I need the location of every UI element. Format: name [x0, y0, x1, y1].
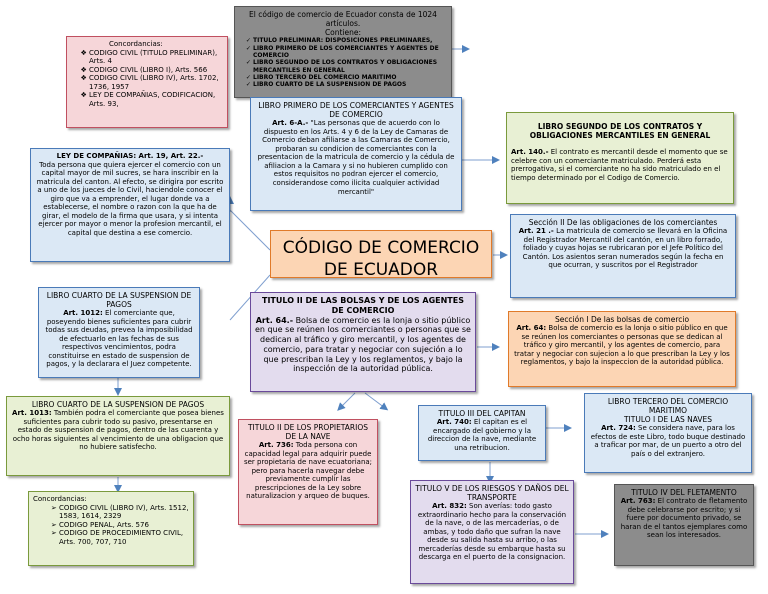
concordancias-bottom-list	[33, 504, 189, 547]
libro-cuarto-2-node	[6, 396, 230, 476]
concordancias-top-node	[66, 36, 228, 128]
titulo-ii-propietarios-body	[243, 441, 373, 501]
libro-primero-art: Art. 6-A.-	[272, 119, 309, 128]
intro-item: ✓ LIBRO CUARTO DE LA SUSPENSION DE PAGOS	[253, 81, 447, 88]
seccion-ii-title: Sección II De las obligaciones de los comerciantes	[528, 218, 718, 227]
titulo-iv-fletamento-text: El contrato de fletamento debe celebrarse por escrito; y si fuere por documento privado, se haran de el tantos ejemplares como sean los interesados.	[620, 497, 748, 540]
concordancias-top-title: Concordancias:	[109, 40, 163, 48]
titulo-v-riesgos-body	[415, 502, 569, 562]
concordancias-bottom-title: Concordancias:	[33, 495, 87, 503]
titulo-ii-bolsas-node	[250, 292, 476, 392]
ley-companias-title: LEY DE COMPAÑIAS: Art. 19, Art. 22.-	[56, 152, 204, 160]
titulo-ii-bolsas-title: TITULO II DE LAS BOLSAS Y DE LOS AGENTES DE COMERCIO	[262, 296, 464, 315]
concordancias-item: ➢ CODIGO CIVIL (LIBRO IV), Arts. 1512, 1583, 1614, 2329	[59, 504, 189, 521]
libro-cuarto-2-art: Art. 1013:	[12, 409, 52, 418]
seccion-i-title: Sección I De las bolsas de comercio	[554, 315, 690, 324]
intro-list	[239, 37, 447, 88]
titulo-iii-capitan-body	[423, 418, 541, 452]
central-title: CÓDIGO DE COMERCIO DE ECUADOR	[282, 238, 480, 278]
intro-node	[234, 6, 452, 98]
seccion-ii-art: Art. 21 .-	[518, 227, 554, 236]
libro-cuarto-1-title: LIBRO CUARTO DE LA SUSPENSION DE PAGOS	[46, 291, 192, 310]
libro-segundo-node	[506, 112, 734, 204]
titulo-iv-fletamento-node	[614, 484, 754, 566]
concordancias-item: ➢ CODIGO PENAL, Arts. 576	[59, 521, 189, 530]
libro-tercero-art: Art. 724:	[601, 424, 636, 433]
libro-cuarto-2-text: También podra el comerciante que posea bienes suficientes para cubrir todo su pasivo, presentarse en estado de suspension de pagos, dentro de las cuarenta y ocho horas siguientes al vencimiento de una obligacion que no hubiere satisfecho.	[12, 409, 224, 452]
libro-segundo-text: El contrato es mercantil desde el momento que se celebre con un comerciante matriculado. Perderá esta prerrogativa, si el comerciante no ha sido matriculado en el tiempo determinado por el Codigo de Comercio.	[511, 148, 728, 182]
titulo-v-riesgos-text: Son averías: todo gasto extraordinario hecho para la conservación de la nave, o de las mercaderías, o de ambas, y todo daño que sufran la nave desde su salida hasta su arribo, o las mercaderías desde su embarque hasta su descarga en el puerto de la consignacion.	[417, 502, 567, 562]
titulo-iii-capitan-node	[418, 405, 546, 461]
intro-title: El código de comercio de Ecuador consta de 1024 artículos.	[249, 10, 437, 29]
titulo-v-riesgos-title: TITULO V DE LOS RIESGOS Y DAÑOS DEL TRANSPORTE	[415, 484, 569, 503]
concordancias-top-list	[71, 49, 223, 109]
arrow-bolsas-down-right	[365, 393, 385, 408]
intro-item: ✓ LIBRO PRIMERO DE LOS COMERCIANTES Y AGENTES DE COMERCIO	[253, 45, 447, 60]
arrow-ley-companias	[230, 210, 270, 250]
concordancias-item: ❖ CODIGO CIVIL (LIBRO IV), Arts. 1702, 1736, 1957	[89, 74, 223, 91]
titulo-v-riesgos-node	[410, 480, 574, 584]
seccion-ii-body	[515, 227, 731, 270]
seccion-i-node	[508, 311, 736, 387]
libro-cuarto-2-title: LIBRO CUARTO DE LA SUSPENSION DE PAGOS	[31, 400, 205, 409]
titulo-iv-fletamento-art: Art. 763:	[620, 497, 656, 506]
libro-primero-body	[255, 119, 457, 196]
intro-item: ✓ LIBRO SEGUNDO DE LOS CONTRATOS Y OBLIGACIONES MERCANTILES EN GENERAL	[253, 59, 447, 74]
libro-tercero-text: Se considera nave, para los efectos de este Libro, todo buque destinado a traficar por mar, de un puerto a otro del país o del extranjero.	[590, 424, 746, 459]
ley-companias-text: Toda persona que quiera ejercer el comercio con un capital mayor de mil sucres, se hara inscribir en la matricula del canton. Al efecto, se dirigira por escrito a uno de los jueces de lo Civil, haciendole conocer el giro que va a emprender, el lugar donde va a establecerse, el nombre o razon con la que ha de girar, el modelo de la firma que usara, y si intenta ejercer por mayor o menor la profesion mercantil, el capital que destina a ese comercio.	[36, 160, 224, 237]
libro-tercero-title: LIBRO TERCERO DEL COMERCIO MARITIMO	[607, 397, 729, 416]
concordancias-item: ❖ LEY DE COMPAÑIAS, CODIFICACION, Arts. 93,	[89, 91, 223, 108]
libro-cuarto-1-art: Art. 1012:	[63, 309, 103, 318]
titulo-iv-fletamento-title: TITULO IV DEL FLETAMENTO	[631, 488, 737, 497]
titulo-v-riesgos-art: Art. 832:	[432, 502, 467, 511]
seccion-i-text: Bolsa de comercio es la lonja o sitio público en que se reúnen los comerciantes o personas que se dedican al tráfico y giro mercantil, y los agentes de comercio, para tratar y negociar con sujecion a lo que prescriban la Ley y los reglamentos, y bajo la inspeccion de la autoridad pública.	[514, 324, 730, 367]
titulo-iii-capitan-text: El capitan es el encargado del gobierno y la direccion de la nave, mediante una retribucion.	[427, 418, 537, 452]
titulo-ii-propietarios-title: TITULO II DE LOS PROPIETARIOS DE LA NAVE	[247, 423, 369, 442]
libro-tercero-node	[584, 393, 752, 473]
intro-item: ✓ TITULO PRELIMINAR: DISPOSICIONES PRELIMINARES,	[253, 37, 447, 44]
concordancias-bottom-node	[28, 491, 194, 566]
libro-cuarto-1-body	[43, 309, 195, 369]
libro-cuarto-2-body	[11, 409, 225, 452]
central-title-node	[270, 230, 492, 278]
libro-segundo-body	[511, 148, 729, 182]
libro-cuarto-1-text: El comerciante que, poseyendo bienes suficientes para cubrir todas sus deudas, prevea la imposibilidad de efectuarlo en las fechas de sus respectivos vencimientos, podra constituirse en estado de suspension de pagos, y la declarara el Juez competente.	[45, 309, 193, 369]
titulo-ii-bolsas-text: Bolsa de comercio es la lonja o sitio público en que se reúnen los comerciantes o personas que se dedican al tráfico y giro mercantil, y los agentes de comercio, para tratar y negociar con sujeción a lo que prescriban la Ley y los reglamentos, y bajo la inspección de la autoridad pública.	[255, 315, 471, 374]
libro-segundo-title: LIBRO SEGUNDO DE LOS CONTRATOS Y OBLIGACIONES MERCANTILES EN GENERAL	[529, 122, 711, 141]
seccion-ii-text: La matricula de comercio se llevará en la Oficina del Registrador Mercantil del cantón, en un libro forrado, foliado y cuyas hojas se rubricaran por el Jefe Político del Cantón. Los asientos seran numerados según la fecha en que ocurran, y suscritos por el Registrador	[522, 227, 728, 270]
seccion-ii-node	[510, 214, 736, 298]
concordancias-item: ➢ CODIGO DE PROCEDIMIENTO CIVIL, Arts. 700, 707, 710	[59, 529, 189, 546]
libro-segundo-art: Art. 140.-	[511, 148, 549, 157]
libro-primero-text: "Las personas que de acuerdo con lo dispuesto en los Arts. 4 y 6 de la Ley de Camaras de Comercio deban afiliarse a las Camaras de Comercio, probaran su condicion de comerciantes con la presentacion de la matricula de comercio y la cédula de afiliacion a la Camara y si no hubieren cumplido con estos requisitos no podran ejercer el comercio, considerandose como ilicita cualquier actividad mercantil"	[257, 119, 455, 196]
titulo-ii-propietarios-node	[238, 419, 378, 525]
intro-subtitle: Contiene:	[324, 28, 362, 38]
seccion-i-art: Art. 64:	[516, 324, 547, 333]
libro-primero-title: LIBRO PRIMERO DE LOS COMERCIANTES Y AGENTES DE COMERCIO	[258, 101, 454, 120]
titulo-iv-fletamento-body	[619, 497, 749, 540]
concordancias-item: ❖ CODIGO CIVIL (LIBRO I), Arts. 566	[89, 66, 223, 75]
libro-cuarto-1-node	[38, 287, 200, 378]
titulo-iii-capitan-title: TITULO III DEL CAPITAN	[438, 409, 526, 418]
titulo-ii-bolsas-art: Art. 64.-	[255, 315, 294, 325]
titulo-ii-propietarios-text: Toda persona con capacidad legal para adquirir puede ser propietaria de nave ecuatoriana; pero para hacerla navegar debe previamente cumplir las prescripciones de la Ley sobre naturalizacion y arqueo de buques.	[243, 441, 373, 501]
libro-tercero-subtitle: TITULO I DE LAS NAVES	[623, 415, 713, 425]
titulo-iii-capitan-art: Art. 740:	[436, 418, 472, 427]
libro-primero-node	[250, 97, 462, 211]
titulo-ii-propietarios-art: Art. 736:	[258, 441, 294, 450]
concordancias-item: ❖ CODIGO CIVIL (TITULO PRELIMINAR), Arts. 4	[89, 49, 223, 66]
arrow-bolsas-down-left	[340, 393, 355, 408]
seccion-i-body	[513, 324, 731, 367]
ley-companias-node	[30, 148, 230, 262]
libro-tercero-body	[589, 424, 747, 458]
intro-item: ✓ LIBRO TERCERO DEL COMERCIO MARITIMO	[253, 74, 447, 81]
titulo-ii-bolsas-body	[255, 316, 471, 375]
